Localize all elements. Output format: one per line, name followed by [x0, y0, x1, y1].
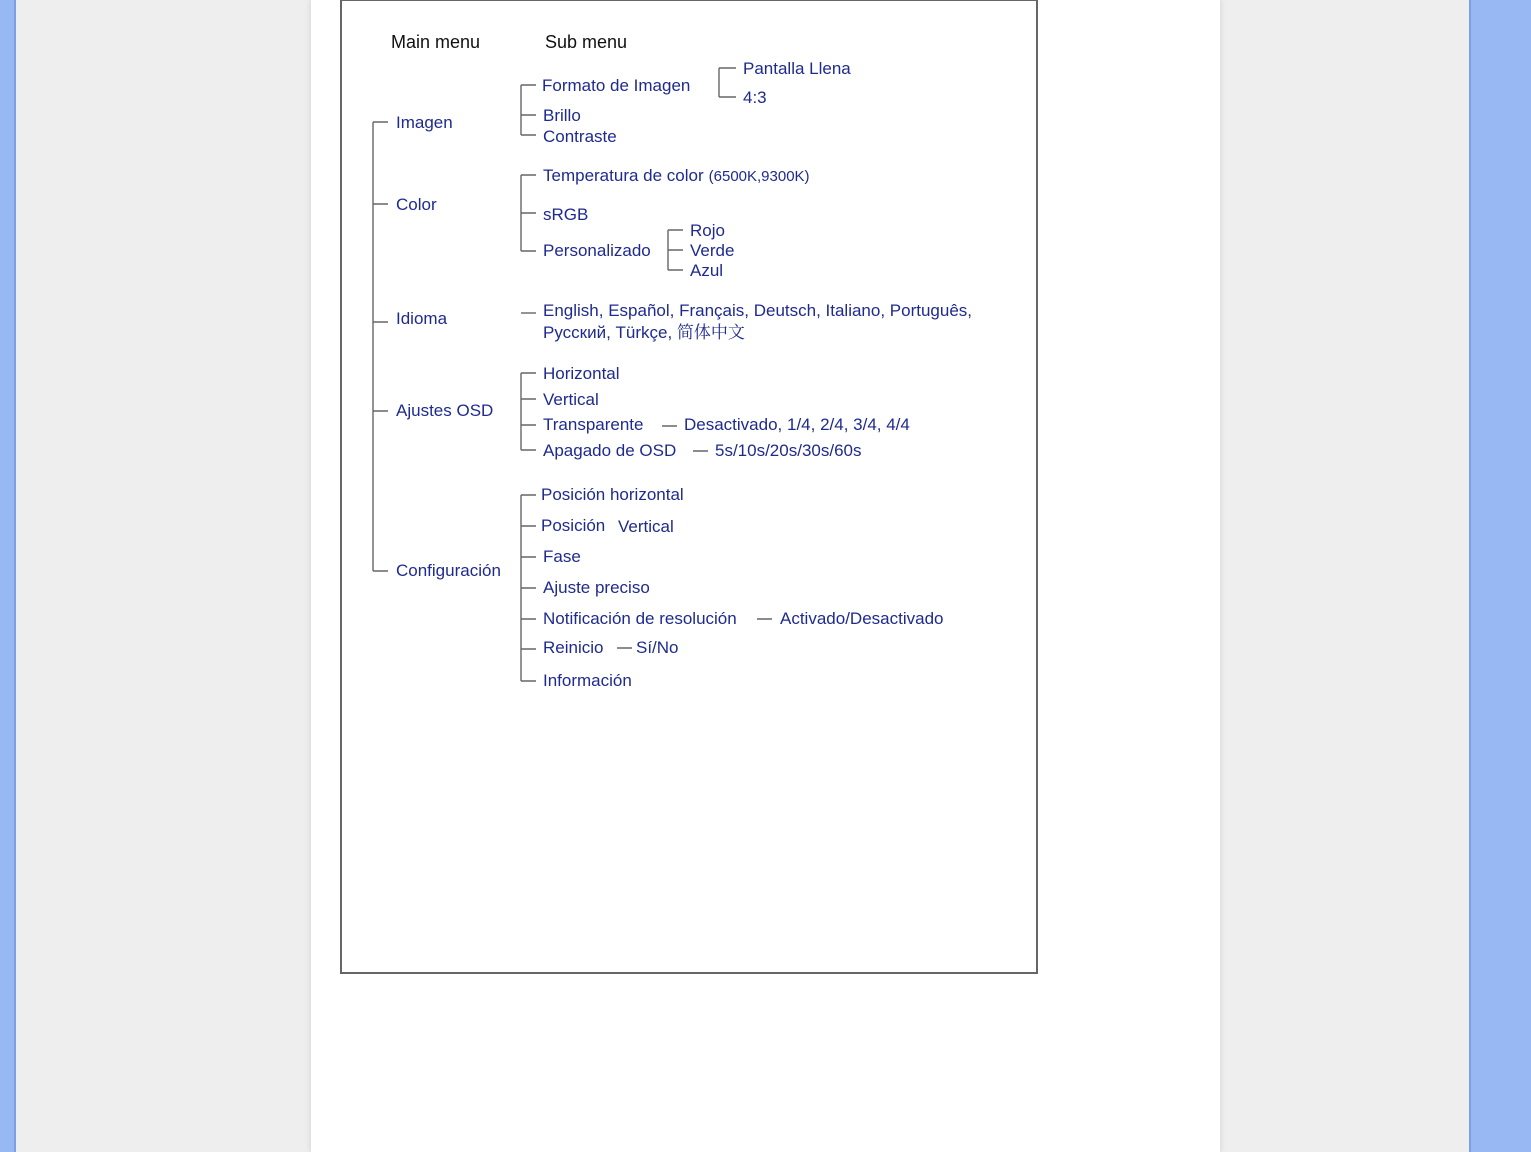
reinicio-values: Sí/No: [636, 638, 679, 657]
notificacion-values: Activado/Desactivado: [780, 609, 944, 628]
menu-configuracion: Configuración: [396, 561, 501, 580]
submenu-formato-imagen: Formato de Imagen: [542, 76, 691, 95]
submenu-notificacion-resolucion: Notificación de resolución: [543, 609, 737, 628]
submenu-temperatura-color: [543, 166, 810, 185]
option-azul: Azul: [690, 261, 724, 280]
option-verde: Verde: [690, 241, 735, 260]
submenu-reinicio: Reinicio: [543, 638, 604, 657]
submenu-posicion-vertical-b: Vertical: [618, 517, 674, 536]
submenu-brillo: Brillo: [543, 106, 581, 125]
main-menu-header: Main menu: [391, 32, 481, 52]
menu-imagen: Imagen: [396, 113, 453, 132]
submenu-transparente: Transparente: [543, 415, 644, 434]
option-pantalla-llena: Pantalla Llena: [743, 59, 851, 78]
option-4-3: 4:3: [743, 88, 767, 107]
submenu-vertical: Vertical: [543, 390, 599, 409]
submenu-ajuste-preciso: Ajuste preciso: [543, 578, 650, 597]
submenu-apagado-osd: Apagado de OSD: [543, 441, 677, 460]
idioma-options-line1: English, Español, Français, Deutsch, Italiano, Português,: [543, 301, 973, 320]
submenu-srgb: sRGB: [543, 205, 589, 224]
submenu-horizontal: Horizontal: [543, 364, 620, 383]
submenu-informacion: Información: [543, 671, 632, 690]
idioma-options-line2: Русский, Türkçe, 简体中文: [543, 323, 745, 342]
submenu-posicion-vertical-a: Posición: [541, 516, 606, 535]
submenu-fase: Fase: [543, 547, 581, 566]
transparente-values: Desactivado, 1/4, 2/4, 3/4, 4/4: [684, 415, 910, 434]
submenu-personalizado: Personalizado: [543, 241, 651, 260]
option-rojo: Rojo: [690, 221, 725, 240]
temperatura-label: Temperatura de color: [543, 166, 704, 185]
menu-ajustes-osd: Ajustes OSD: [396, 401, 494, 420]
apagado-values: 5s/10s/20s/30s/60s: [715, 441, 862, 460]
submenu-posicion-horizontal: Posición horizontal: [541, 485, 684, 504]
submenu-contraste: Contraste: [543, 127, 617, 146]
menu-idioma: Idioma: [396, 309, 448, 328]
sub-menu-header: Sub menu: [545, 32, 628, 52]
menu-color: Color: [396, 195, 437, 214]
temperatura-values: (6500K,9300K): [708, 168, 810, 185]
